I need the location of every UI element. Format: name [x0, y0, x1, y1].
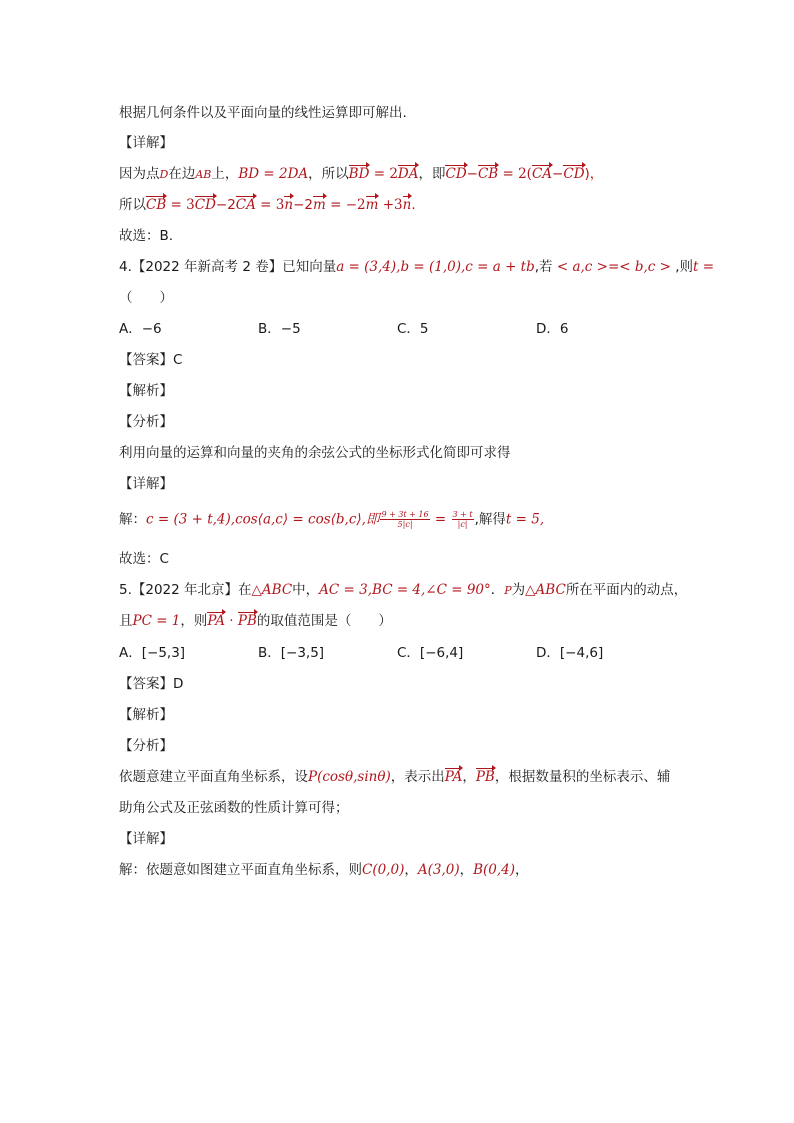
analysis-text-4: 利用向量的运算和向量的夹角的余弦公式的坐标形式化简即可求得 — [119, 445, 511, 461]
analysis-text-5a: 依题意建立平面直角坐标系，设P(cosθ,sinθ)，表示出PA，PB，根据数量积的坐标表示、辅 — [119, 769, 671, 785]
analysis-text-3: 根据几何条件以及平面向量的线性运算即可解出. — [119, 105, 407, 121]
section-jiexi-4: 【解析】 — [119, 383, 173, 399]
answer-5: 【答案】D — [119, 676, 184, 692]
section-detail-5: 【详解】 — [119, 831, 173, 847]
solution-line-3a: 因为点D在边AB上，BD = 2DA，所以BD = 2DA，即CD−CB = 2(CA−CD)， — [119, 166, 604, 182]
option-c: C．[−6,4] — [397, 645, 464, 661]
fraction-2: $\frac{3 + t}{|c|}$ — [452, 510, 473, 529]
question-5-stem-1: 5.【2022 年北京】在△ABC中，AC = 3,BC = 4,∠C = 90°．P为△ABC所在平面内的动点， — [119, 582, 688, 598]
solution-line-3b: 所以CB = 3CD−2CA = 3n−2m = −2m +3n. — [119, 197, 416, 213]
section-fenxi-4: 【分析】 — [119, 414, 173, 430]
choice-4: 故选：C — [119, 551, 169, 567]
question-4-stem: 4.【2022 年新高考 2 卷】已知向量a = (3,4),b = (1,0),c = a + tb,若 < a,c >=< b,c > ,则t = — [119, 259, 715, 275]
fraction-1: $\frac{9 + 3t + 16}{5|c|}$ — [381, 510, 429, 529]
solution-line-5: 解：依题意如图建立平面直角坐标系，则C(0,0)，A(3,0)，B(0,4)， — [119, 862, 529, 878]
section-detail-4: 【详解】 — [119, 476, 173, 492]
answer-4: 【答案】C — [119, 352, 183, 368]
option-d: D．[−4,6] — [536, 645, 604, 661]
question-4-paren: （ ） — [119, 290, 173, 306]
choice-3: 故选：B. — [119, 228, 174, 244]
option-a: A．[−5,3] — [119, 645, 186, 661]
option-d: D．6 — [536, 321, 569, 337]
option-c: C．5 — [397, 321, 429, 337]
analysis-text-5b: 助角公式及正弦函数的性质计算可得； — [119, 800, 349, 816]
option-a: A．−6 — [119, 321, 162, 337]
solution-line-4: 解：c = (3 + t,4),cos⟨a,c⟩ = cos⟨b,c⟩,即 $\frac{9 + 3t + 16}{5|c|}$ = $\frac{3 + t}{|c|}$ ,解得t = 5, — [119, 510, 545, 529]
question-5-stem-2: 且PC = 1，则PA · PB的取值范围是（ ） — [119, 613, 392, 629]
section-jiexi-5: 【解析】 — [119, 707, 173, 723]
option-b: B．−5 — [258, 321, 301, 337]
section-detail-3: 【详解】 — [119, 135, 173, 151]
section-fenxi-5: 【分析】 — [119, 738, 173, 754]
option-b: B．[−3,5] — [258, 645, 325, 661]
